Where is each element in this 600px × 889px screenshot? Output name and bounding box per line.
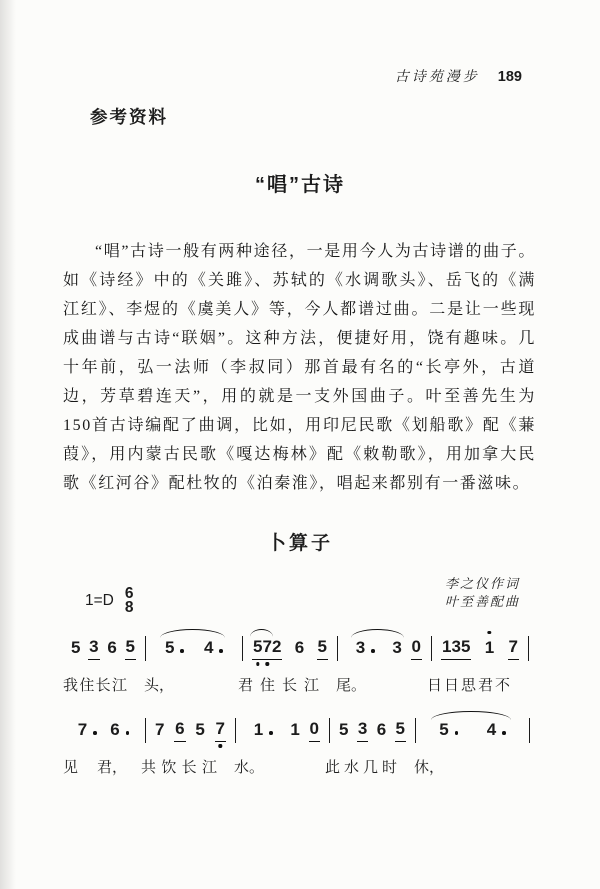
- lyric-syllable: 我: [63, 678, 79, 694]
- note: 1: [290, 720, 300, 739]
- note-group: [215, 719, 226, 742]
- note: 7: [155, 720, 165, 739]
- note: 6: [107, 638, 117, 657]
- note-group: [245, 720, 309, 740]
- time-signature-denominator: 8: [124, 599, 134, 616]
- note-group: [317, 637, 328, 660]
- note: 6: [175, 718, 185, 738]
- note: 1: [442, 636, 452, 656]
- section-label: 参考资料: [90, 107, 168, 127]
- note-group: [357, 719, 368, 742]
- lyric-syllable: 君: [238, 678, 254, 694]
- score-credits: [445, 575, 520, 611]
- note-group: [107, 638, 116, 658]
- lyric-syllable: 君，: [96, 760, 127, 776]
- notes-row: [68, 631, 538, 665]
- measure: [432, 636, 529, 661]
- lyrics-cell: [56, 674, 134, 695]
- note: 6: [110, 720, 129, 740]
- lyrics-row: [56, 674, 538, 695]
- score-line: [63, 631, 538, 695]
- note: 1: [254, 720, 273, 740]
- note-group-slur: [252, 637, 282, 660]
- note-group-slur: [155, 638, 233, 658]
- lyric-syllable: 江: [111, 678, 127, 694]
- augmentation-dot-icon: [126, 731, 130, 735]
- article-title: “唱”古诗: [255, 174, 345, 196]
- measure: [243, 636, 338, 661]
- octave-dot-below-icon: [219, 744, 222, 747]
- note: 6: [376, 720, 387, 739]
- augmentation-dot-icon: [93, 731, 97, 735]
- note-group-slur: [425, 720, 520, 740]
- lyric-syllable: 长: [95, 678, 111, 694]
- note-group: [155, 720, 164, 740]
- lyric-syllable: 几: [362, 760, 378, 776]
- lyrics-cell: [318, 756, 404, 777]
- lyric-syllable: 长: [281, 678, 297, 694]
- note: 5: [460, 636, 471, 656]
- note-group: [295, 638, 304, 658]
- measure: [330, 718, 416, 743]
- measure: [146, 636, 243, 661]
- lyrics-cell: [56, 756, 134, 777]
- note: 3: [89, 636, 99, 656]
- note: 5: [339, 720, 349, 739]
- note: 0: [411, 636, 421, 656]
- lyric-syllable: 思: [460, 678, 476, 694]
- lyric-syllable: 日: [427, 678, 443, 694]
- note: 5: [165, 638, 184, 658]
- lyric-syllable: 休，: [414, 760, 445, 776]
- note-group: [174, 719, 185, 742]
- note: 1: [485, 638, 494, 658]
- note-group: [88, 637, 99, 660]
- lyric-syllable: 住: [259, 678, 275, 694]
- lyrics-cell: [231, 674, 326, 695]
- note: 3: [451, 636, 461, 656]
- measure: [68, 636, 146, 661]
- measure: [68, 718, 146, 743]
- note: 5: [317, 636, 327, 656]
- credit-lyricist: 李之仪作词: [444, 576, 520, 591]
- note: 4: [204, 638, 223, 658]
- lyric-syllable: 住: [79, 678, 95, 694]
- lyric-syllable: 见: [63, 760, 79, 776]
- note: 2: [271, 636, 282, 656]
- measure: [416, 718, 530, 743]
- note-group: [125, 637, 136, 660]
- measure: [146, 718, 236, 743]
- lyric-syllable: 江: [303, 678, 319, 694]
- lyric-syllable: 长: [181, 760, 197, 776]
- augmentation-dot-icon: [180, 649, 184, 653]
- note-group-slur: [347, 638, 411, 658]
- lyric-syllable: 共: [141, 760, 157, 776]
- note: 5: [439, 720, 458, 740]
- lyrics-cell: [224, 756, 318, 777]
- lyric-syllable: 君: [477, 678, 493, 694]
- augmentation-dot-icon: [502, 731, 506, 735]
- note: 3: [357, 718, 368, 738]
- augmentation-dot-icon: [371, 649, 375, 653]
- lyric-syllable: 水。: [234, 760, 265, 776]
- time-signature-numerator: 6: [124, 585, 134, 602]
- lyric-syllable: 时: [381, 760, 397, 776]
- key-signature: 1=D: [85, 592, 114, 609]
- measure: [236, 718, 330, 743]
- score-meta: [0, 575, 600, 621]
- note: 5: [253, 637, 262, 657]
- score-line: [63, 713, 538, 777]
- lyrics-cell: [404, 756, 518, 777]
- lyric-syllable: 水: [343, 760, 359, 776]
- note: 7: [262, 637, 271, 657]
- note-group: [195, 720, 204, 740]
- lyric-syllable: 日: [443, 678, 459, 694]
- lyric-syllable: 不: [494, 678, 510, 694]
- music-score: [63, 631, 538, 777]
- note-group: [441, 637, 471, 660]
- octave-dot-below-icon: [266, 662, 269, 665]
- note-group: [411, 637, 422, 660]
- lyric-syllable: 头，: [144, 678, 175, 694]
- note: 5: [395, 718, 405, 738]
- note-group: [485, 638, 494, 658]
- measure: [338, 636, 432, 661]
- score-title: 卜算子: [266, 533, 333, 554]
- note: 7: [508, 636, 518, 656]
- note-group: [395, 719, 406, 742]
- note-group: [377, 720, 386, 740]
- article-paragraph: “唱”古诗一般有两种途径，一是用今人为古诗谱的曲子。如《诗经》中的《关雎》、苏轼的《水调歌头》、岳飞的《满江红》、李煜的《虞美人》等，今人都谱过曲。二是让一些现成曲谱与古诗“联姻”。这种方法，便捷好用，饶有趣味。几十年前，弘一法师（李叔同）那首最有名的“长亭外，古道边，芳草碧连天”，用的就是一支外国曲子。叶至善先生为150首古诗编配了曲调，比如，用印尼民歌《划船歌》配《蒹葭》，用内蒙古民歌《嘎达梅林》配《敕勒歌》，用加拿大民歌《红河谷》配杜牧的《泊秦淮》，唱起来都别有一番滋味。: [63, 243, 536, 492]
- note: 5: [195, 720, 205, 739]
- note-group: [508, 637, 519, 660]
- note: 5: [71, 638, 81, 657]
- lyrics-cell: [134, 674, 231, 695]
- augmentation-dot-icon: [455, 731, 459, 735]
- key-time-signature: [85, 587, 134, 615]
- lyric-syllable: 饮: [161, 760, 177, 776]
- page-number: 189: [497, 69, 522, 85]
- note: 6: [294, 638, 305, 657]
- lyrics-cell: [326, 674, 420, 695]
- note-group: [339, 720, 348, 740]
- note-group: [71, 638, 80, 658]
- credit-composer: 叶至善配曲: [444, 594, 520, 609]
- lyric-syllable: 此: [325, 760, 341, 776]
- note: 5: [125, 636, 135, 656]
- notes-row: [68, 713, 538, 747]
- note: 3: [356, 638, 375, 658]
- page-header: [0, 0, 600, 86]
- octave-dot-below-icon: [256, 662, 259, 665]
- note: 3: [392, 638, 402, 657]
- lyrics-cell: [420, 674, 517, 695]
- note: 7: [78, 720, 97, 740]
- octave-dot-above-icon: [488, 631, 491, 634]
- time-signature: [125, 587, 134, 615]
- lyric-syllable: 尾。: [336, 678, 367, 694]
- note-group: [71, 720, 136, 740]
- lyrics-cell: [134, 756, 224, 777]
- note-group: [309, 719, 320, 742]
- note: 0: [309, 718, 319, 738]
- lyric-syllable: 江: [201, 760, 217, 776]
- augmentation-dot-icon: [219, 649, 223, 653]
- lyrics-row: [56, 756, 538, 777]
- augmentation-dot-icon: [269, 731, 273, 735]
- note: 4: [487, 720, 506, 740]
- note: 7: [216, 719, 225, 739]
- book-title: 古诗苑漫步: [394, 70, 480, 85]
